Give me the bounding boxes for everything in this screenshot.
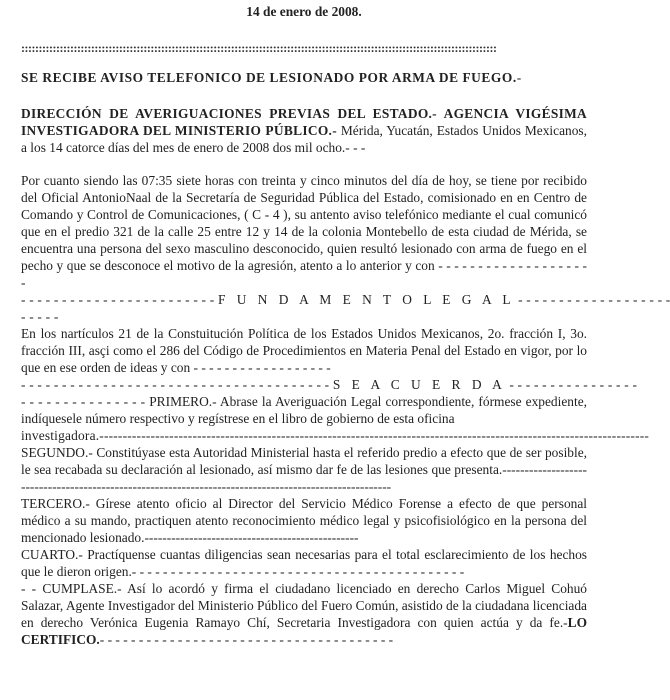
agency-header-location: Mérida, Yucatán, Estados Unidos Mexicanos, a los 14 catorce días del mes de enero de 2008 dos mil ocho.- - - — [21, 123, 587, 155]
primero-text: PRIMERO.- Abrase la Averiguación Legal correspondiente, fórmese expediente, indíquesele número respectivo y regístrese en el libro de gobierno de esta oficina — [21, 394, 587, 426]
tercero-paragraph: TERCERO.- Gírese atento oficio al Director del Servicio Médico Forense a efecto de que personal médico a su mando, practiquen atento reconocimiento médico legal y psicofisiológico en la persona del mencionado lesionado.------------------------------------------------ — [21, 496, 587, 545]
acuerda-dashes-right: - - - - - - - - - - - - - - - - — [505, 377, 638, 392]
agency-header-bold: DIRECCIÓN DE AVERIGUACIONES PREVIAS DEL ESTADO.- AGENCIA VIGÉSIMA INVESTIGADORA DEL MINISTERIO PÚBLICO.- — [21, 106, 587, 138]
headline-dash: - — [516, 70, 522, 85]
intro-paragraph: Por cuanto siendo las 07:35 siete horas con treinta y cinco minutos del día de hoy, se tiene por recibido del Oficial AntonioNaal de la Secretaría de Seguridad Pública del Estado, comisionado en en Centro de Comando y Control de Comunicaciones, ( C - 4 ), su antento aviso telefónico mediante el cual comunicó que en el predio 321 de la calle 25 entre 12 y 14 de la colonia Montebello de esta ciudad de Mérida, se encuentra una persona del sexo masculino desconocido, quien resultó lesionado con arma de fuego en el pecho y que se desconoce el motivo de la agresión, atento a lo anterior y con - - - - - - - - - - - - - - - - - - - - — [21, 173, 587, 290]
cumplase-paragraph — [21, 580, 587, 648]
acuerda-dashes-left: - - - - - - - - - - - - - - - - - - - - - - - - - - - - - - - - - - - - - - — [21, 377, 333, 392]
se-acuerda-title: S E A C U E R D A — [332, 377, 506, 392]
primero-dashes: - - - - - - - - - - - - - - - — [21, 394, 150, 409]
headline-text: SE RECIBE AVISO TELEFONICO DE LESIONADO POR ARMA DE FUEGO. — [21, 70, 517, 85]
fundamento-paragraph: En los nartículos 21 de la Constuitución Política de los Estados Unidos Mexicanos, 2o. fracción I, 3o. fracción III, asçi como el 286 del Código de Procedimientos en Materia Penal del Estado en vigor, por lo que en ese orden de ideas y con - - - - - - - - - - - - - - - - - - — [21, 326, 587, 375]
certifico-dashes: - - - - - - - - - - - - - - - - - - - - - - - - - - - - - - - - - - - - - - — [99, 632, 394, 647]
primero-paragraph — [21, 393, 587, 427]
document-date: 14 de enero de 2008. — [246, 4, 362, 19]
cuarto-paragraph: CUARTO.- Practíquense cuantas diligencias sean necesarias para el total esclarecimiento de los hechos que le dieron origen.- - - - - - - - - - - - - - - - - - - - - - - - - - - - - - - - - - - - - - - - - - - — [21, 547, 587, 579]
fundamento-heading-line — [21, 291, 670, 308]
certifico-text: LO CERTIFICO. — [21, 615, 587, 647]
acuerda-heading-line — [21, 376, 638, 393]
fundamento-dashes-right: - - - - - - - - - - - - - - - - - - - — [514, 292, 670, 307]
fundamento-dashes-left: - - - - - - - - - - - - - - - - - - - - - - - - — [21, 292, 218, 307]
agency-header-paragraph — [21, 105, 587, 156]
document-page — [21, 0, 670, 648]
separator-line: :::::::::::::::::::::::::::::::::::::::::::::::::::::::::::::::::::::::::::::::::::::::::::::::::::::::::::::::::::::::::::::::::::::::: — [21, 41, 497, 55]
segundo-paragraph: SEGUNDO.- Constitúyase esta Autoridad Ministerial hasta el referido predio a efecto que de ser posible, le sea recabada su declaración al lesionado, así mismo dar fe de las lesiones que presenta.------------------------------------------------------------------------------------------------------ — [21, 445, 587, 494]
document-headline — [21, 69, 587, 86]
fundamento-dashes-tail: - - - - - — [21, 309, 59, 324]
investigadora-line: investigadora.---------------------------------------------------------------------------------------------------------------------- — [21, 428, 650, 443]
fundamento-legal-title: F U N D A M E N T O L E G A L — [217, 292, 515, 307]
cumplase-text: - - CUMPLASE.- Así lo acordó y firma el ciudadano licenciado en derecho Carlos Miguel Cohuó Salazar, Agente Investigador del Ministerio Público del Fuero Común, asistido de la ciudadana licenciada en derecho Verónica Eugenia Ramayo Chí, Secretaria Investigadora con quien actúa y da fe.- — [21, 581, 587, 630]
